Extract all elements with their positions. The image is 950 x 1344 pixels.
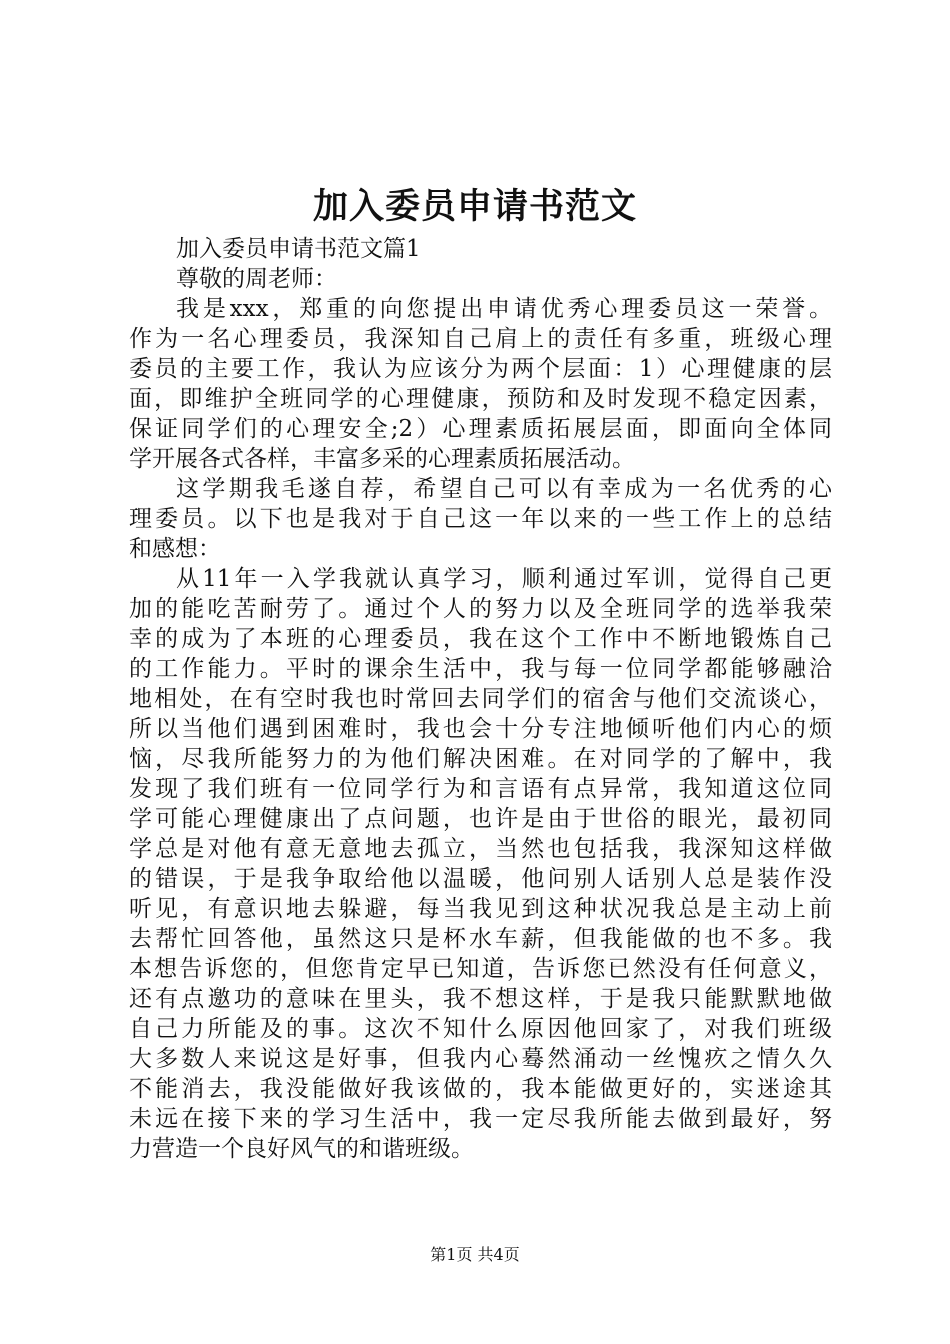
text-line: 发现了我们班有一位同学行为和言语有点异常，我知道这位同 — [129, 776, 832, 802]
text-line: 幸的成为了本班的心理委员，我在这个工作中不断地锻炼自己 — [129, 626, 832, 652]
text-line: 面，即维护全班同学的心理健康，预防和及时发现不稳定因素， — [129, 386, 832, 412]
text-line: 不能消去，我没能做好我该做的，我本能做更好的，实迷途其 — [129, 1076, 832, 1102]
text-line: 加的能吃苦耐劳了。通过个人的努力以及全班同学的选举我荣 — [129, 596, 832, 622]
text-line: 学可能心理健康出了点问题，也许是由于世俗的眼光，最初同 — [129, 806, 832, 832]
document-title: 加入委员申请书范文 — [312, 186, 637, 227]
text-line: 所以当他们遇到困难时，我也会十分专注地倾听他们内心的烦 — [129, 716, 832, 742]
text-line: 委员的主要工作，我认为应该分为两个层面：1）心理健康的层 — [129, 356, 832, 382]
section-heading: 加入委员申请书范文篇1 — [176, 236, 421, 262]
text-line: 未远在接下来的学习生活中，我一定尽我所能去做到最好，努 — [129, 1106, 832, 1132]
text-line: 学开展各式各样，丰富多采的心理素质拓展活动。 — [129, 446, 635, 472]
salutation: 尊敬的周老师： — [176, 266, 337, 292]
document-body — [129, 234, 832, 1164]
text-line: 的工作能力。平时的课余生活中，我与每一位同学都能够融洽 — [129, 656, 832, 682]
text-line: 保证同学们的心理安全;2）心理素质拓展层面，即面向全体同 — [129, 416, 832, 442]
text-line: 力营造一个良好风气的和谐班级。 — [129, 1136, 474, 1162]
page-footer: 第1页 共4页 — [430, 1245, 520, 1264]
text-line: 的错误，于是我争取给他以温暖，他问别人话别人总是装作没 — [129, 866, 832, 892]
text-line: 本想告诉您的，但您肯定早已知道，告诉您已然没有任何意义， — [129, 956, 832, 982]
text-line: 自己力所能及的事。这次不知什么原因他回家了，对我们班级 — [129, 1016, 832, 1042]
text-line: 理委员。以下也是我对于自己这一年以来的一些工作上的总结 — [129, 506, 832, 532]
text-line: 学总是对他有意无意地去孤立，当然也包括我，我深知这样做 — [129, 836, 832, 862]
text-line: 从11年一入学我就认真学习，顺利通过军训，觉得自己更 — [176, 566, 832, 592]
text-line: 这学期我毛遂自荐，希望自己可以有幸成为一名优秀的心 — [176, 476, 832, 502]
text-line: 还有点邀功的意味在里头，我不想这样，于是我只能默默地做 — [129, 986, 832, 1012]
text-line: 地相处，在有空时我也时常回去同学们的宿舍与他们交流谈心， — [129, 686, 832, 712]
text-line: 我是xxx，郑重的向您提出申请优秀心理委员这一荣誉。 — [176, 296, 832, 322]
text-line: 作为一名心理委员，我深知自己肩上的责任有多重，班级心理 — [129, 326, 832, 352]
text-line: 大多数人来说这是好事，但我内心蓦然涌动一丝愧疚之情久久 — [129, 1046, 832, 1072]
text-line: 和感想： — [129, 536, 221, 562]
text-line: 听见，有意识地去躲避，每当我见到这种状况我总是主动上前 — [129, 896, 832, 922]
text-line: 恼，尽我所能努力的为他们解决困难。在对同学的了解中，我 — [129, 746, 832, 772]
text-line: 去帮忙回答他，虽然这只是杯水车薪，但我能做的也不多。我 — [129, 926, 832, 952]
